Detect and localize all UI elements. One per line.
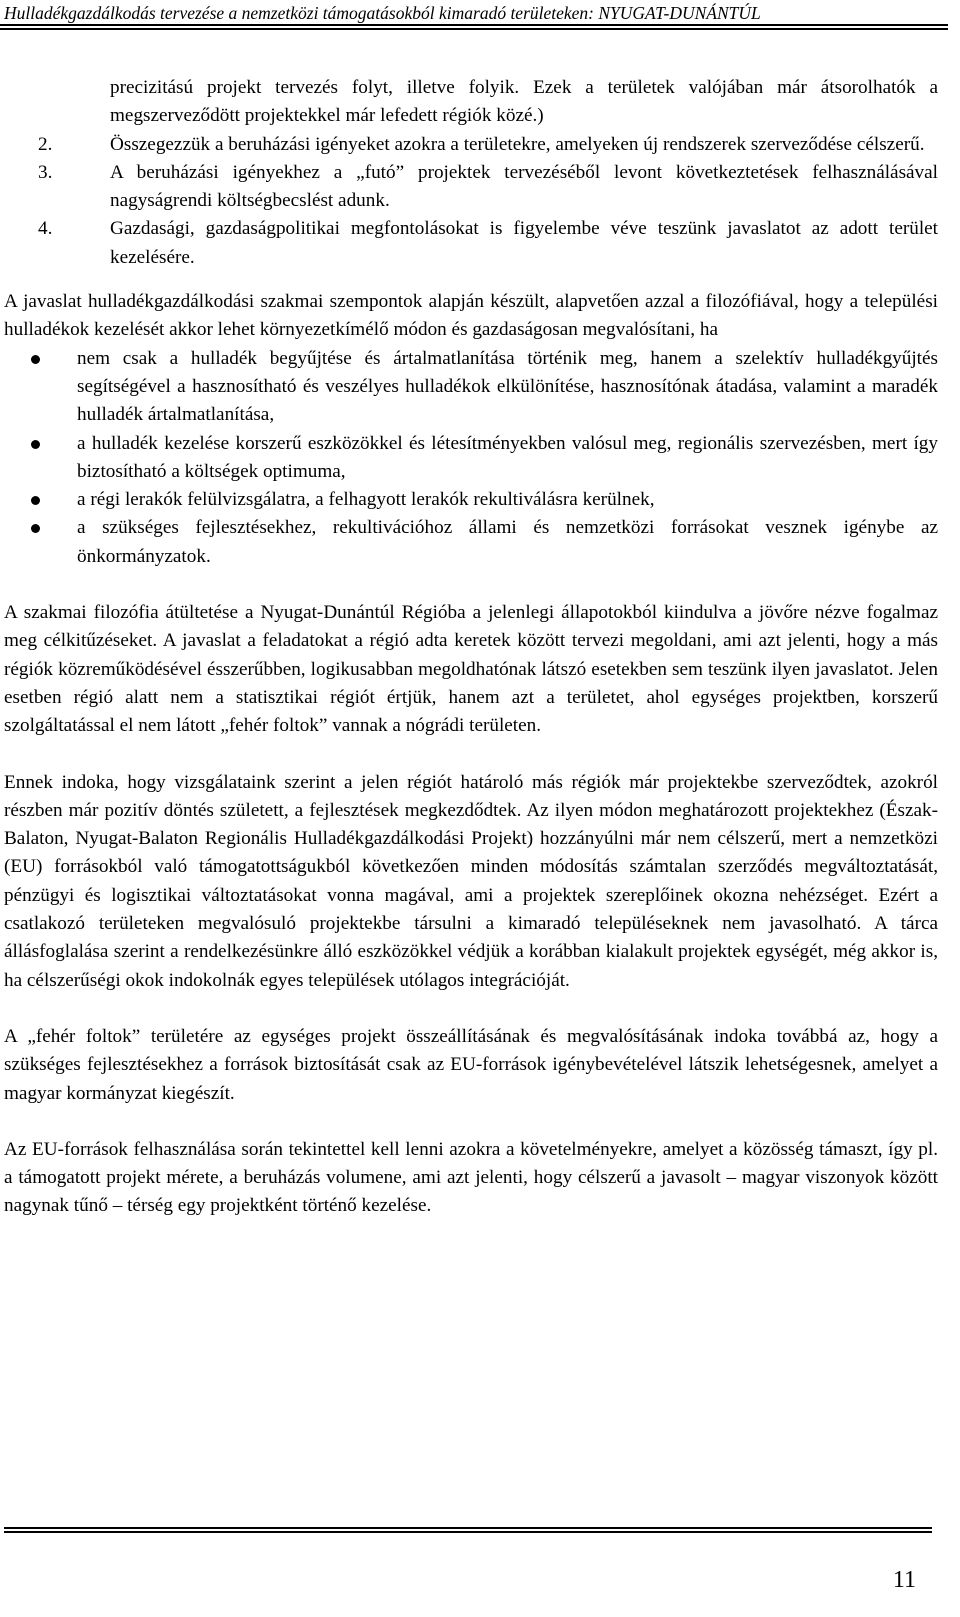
bullet-item xyxy=(4,430,938,487)
page-body xyxy=(4,74,938,1221)
list-item-text: Összegezzük a beruházási igényeket azokra a területekre, amelyeken új rendszerek szerveződése célszerű. xyxy=(110,133,925,155)
running-title: Hulladékgazdálkodás tervezése a nemzetközi támogatásokból kimaradó területeken: NYUGAT-DUNÁNTÚL xyxy=(4,3,761,23)
bullet-dot-icon xyxy=(31,440,40,449)
bullet-item xyxy=(4,514,938,571)
paragraph-intro: A javaslat hulladékgazdálkodási szakmai szempontok alapján készült, alapvetően azzal a filozófiával, hogy a települési hulladékok kezelését akkor lehet környezetkímélő módon és gazdaságosan megvalósítani, ha xyxy=(4,291,938,341)
bullet-text: a régi lerakók felülvizsgálatra, a felhagyott lerakók rekultiválásra kerülnek, xyxy=(77,489,655,511)
bullet-text: a hulladék kezelése korszerű eszközökkel és létesítményekben valósul meg, regionális szervezésben, mert így biztosítható a költségek optimuma, xyxy=(77,432,938,482)
numbered-list xyxy=(4,74,938,272)
bullet-dot-icon xyxy=(31,496,40,505)
list-item-number: 4. xyxy=(38,218,53,240)
list-item xyxy=(4,215,938,272)
list-item-continued: precizitású projekt tervezés folyt, illetve folyik. Ezek a területek valójában már átsorolhatók a megszerveződött projektekkel már lefedett régiók közé.) xyxy=(110,77,938,127)
page-number: 11 xyxy=(892,1567,916,1593)
bullet-item xyxy=(4,345,938,430)
running-header xyxy=(0,0,948,30)
paragraph-philosophy: A szakmai filozófia átültetése a Nyugat-Dunántúl Régióba a jelenlegi állapotokból kiindulva a jövőre nézve fogalmaz meg célkitűzéseket. A javaslat a feladatokat a régió adta keretek között tervezi megoldani, ami azt jelenti, hogy a más régiók közreműködésével ésszerűbben, logikusabban megoldhatónak látszó esetekben sem teszünk ilyen javaslatot. Jelen esetben régió alatt nem a statisztikai régiót értjük, hanem azt a területet, ahol egységes projektben, korszerű szolgáltatással el nem látott „fehér foltok” vannak a nógrádi területen. xyxy=(4,602,938,737)
bullet-list xyxy=(4,345,938,571)
list-item xyxy=(4,159,938,216)
paragraph-eu-funds: Az EU-források felhasználása során tekintettel kell lenni azokra a követelményekre, amelyet a közösség támaszt, így pl. a támogatott projekt mérete, a beruházás volumene, ami azt jelenti, hogy célszerű a javasolt – magyar viszonyok között nagynak tűnő – térség egy projektként történő kezelése. xyxy=(4,1138,938,1217)
paragraph-reasoning: Ennek indoka, hogy vizsgálataink szerint a jelen régiót határoló más régiók már projektekbe szerveződtek, azokról részben már pozitív döntés született, a fejlesztések megkezdődtek. Az ilyen módon meghatározott projektekhez (Észak-Balaton, Nyugat-Balaton Regionális Hulladékgazdálkodási Projekt) hozzányúlni már nem célszerű, mert a nemzetközi (EU) forrásokból való támogatottságukból következően minden módosítás számtalan szerződés megváltoztatását, pénzügyi és logisztikai változtatásokat vonna magával, ami a projektek szereplőinek okozna nehézséget. Ezért a csatlakozó területeken megvalósuló projektekbe társulni a kimaradó településeknek nem javasolható. A tárca állásfoglalása szerint a rendelkezésünkre álló eszközökkel védjük a korábban kialakult projektek egységét, még akkor is, ha célszerűségi okok indokolnák egyes települések utólagos integrációját. xyxy=(4,771,938,991)
bullet-text: a szükséges fejlesztésekhez, rekultivációhoz állami és nemzetközi forrásokat vesznek igénybe az önkormányzatok. xyxy=(77,517,938,567)
bullet-dot-icon xyxy=(31,355,40,364)
list-item-text: Gazdasági, gazdaságpolitikai megfontolásokat is figyelembe véve teszünk javaslatot az adott terület kezelésére. xyxy=(110,218,938,268)
bullet-dot-icon xyxy=(31,524,40,533)
list-item xyxy=(4,131,938,159)
list-item-number: 3. xyxy=(38,161,53,183)
list-item-text: A beruházási igényekhez a „futó” projektek tervezéséből levont következtetések felhasználásával nagyságrendi költségbecslést adunk. xyxy=(110,161,938,212)
footer-rule xyxy=(4,1527,932,1533)
paragraph-white-spots: A „fehér foltok” területére az egységes projekt összeállításának és megvalósításának indoka továbbá az, hogy a szükséges fejlesztésekhez a források biztosítását csak az EU-források igénybevételével látszik lehetségesnek, amelyet a magyar kormányzat kiegészít. xyxy=(4,1025,938,1104)
bullet-text: nem csak a hulladék begyűjtése és ártalmatlanítása történik meg, hanem a szelektív hulladékgyűjtés segítségével a hasznosítható és veszélyes hulladékok elkülönítése, hasznosítónak átadása, valamint a maradék hulladék ártalmatlanítása, xyxy=(77,347,938,426)
list-item-number: 2. xyxy=(38,133,53,155)
bullet-item xyxy=(4,486,938,514)
